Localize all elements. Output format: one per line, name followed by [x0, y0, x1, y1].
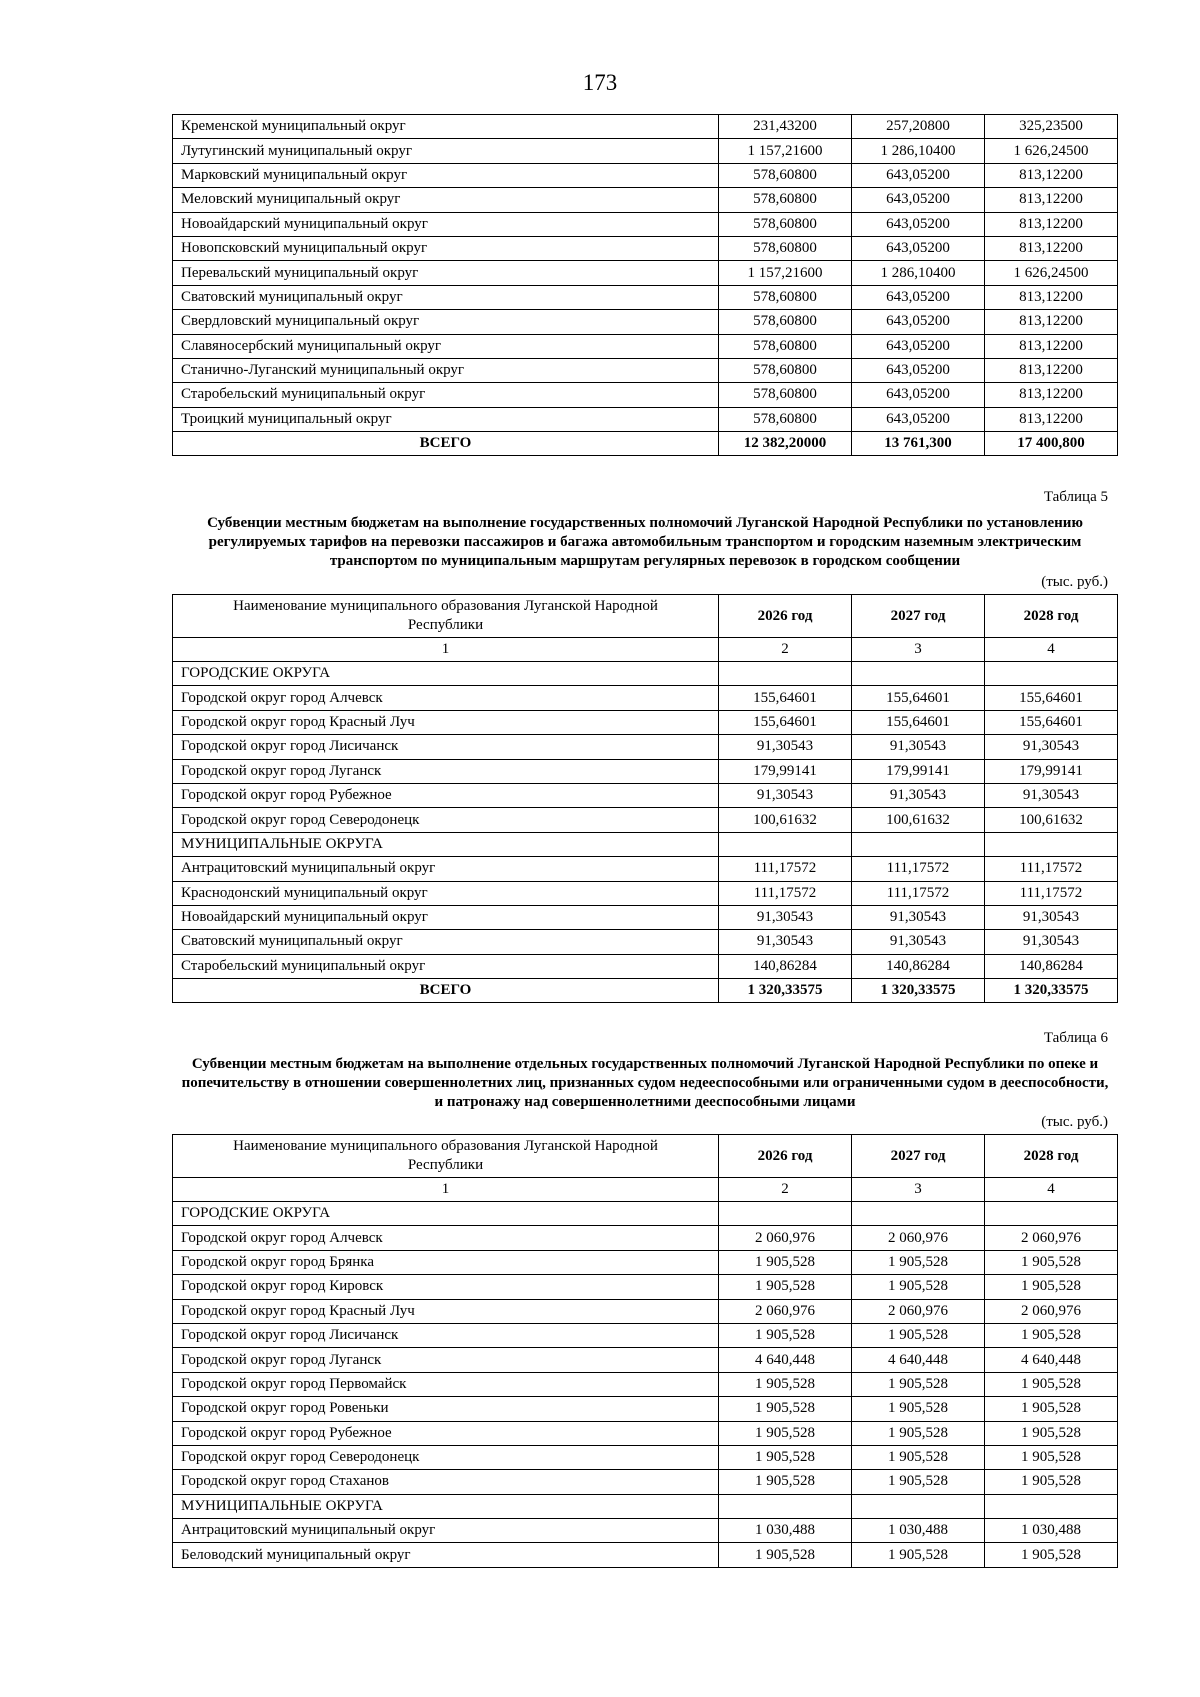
table-5-label: Таблица 5: [1043, 489, 1108, 505]
section-heading: ГОРОДСКИЕ ОКРУГА: [173, 662, 719, 686]
value-2028: 4 640,448: [985, 1348, 1118, 1372]
municipality-name: Новоайдарский муниципальный округ: [173, 212, 719, 236]
value-2026: 578,60800: [719, 383, 852, 407]
value-2027: 1 905,528: [852, 1421, 985, 1445]
value-2026: 578,60800: [719, 407, 852, 431]
header-row: [173, 595, 1118, 638]
table-row: [173, 783, 1118, 807]
table-row: [173, 1299, 1118, 1323]
value-2028: 813,12200: [985, 236, 1118, 260]
value-2028: 111,17572: [985, 857, 1118, 881]
value-2026: 1 905,528: [719, 1372, 852, 1396]
table-4-continuation: [172, 114, 1118, 456]
value-2028: 1 905,528: [985, 1470, 1118, 1494]
table-row: [173, 407, 1118, 431]
value-2026: 578,60800: [719, 163, 852, 187]
municipality-name: Старобельский муниципальный округ: [173, 954, 719, 978]
total-label: ВСЕГО: [173, 432, 719, 456]
table-row: [173, 188, 1118, 212]
value-2026: 91,30543: [719, 905, 852, 929]
table-row: [173, 1250, 1118, 1274]
value-2027: 91,30543: [852, 783, 985, 807]
total-2028: 17 400,800: [985, 432, 1118, 456]
table-row: [173, 1348, 1118, 1372]
section-heading: МУНИЦИПАЛЬНЫЕ ОКРУГА: [173, 1494, 719, 1518]
value-2028: 813,12200: [985, 358, 1118, 382]
municipality-name: Городской округ город Алчевск: [173, 686, 719, 710]
value-2026: 155,64601: [719, 686, 852, 710]
municipality-name: Марковский муниципальный округ: [173, 163, 719, 187]
value-2028: 1 905,528: [985, 1445, 1118, 1469]
value-2028: 155,64601: [985, 686, 1118, 710]
column-number-row: [173, 1178, 1118, 1202]
municipality-name: Сватовский муниципальный округ: [173, 930, 719, 954]
value-2028: 813,12200: [985, 285, 1118, 309]
value-2026: 1 905,528: [719, 1470, 852, 1494]
value-2028: 1 905,528: [985, 1543, 1118, 1567]
municipality-name: Городской округ город Брянка: [173, 1250, 719, 1274]
value-2027: 111,17572: [852, 857, 985, 881]
section-row: [173, 832, 1118, 856]
value-2027: 643,05200: [852, 334, 985, 358]
table-row: [173, 954, 1118, 978]
table-row: [173, 710, 1118, 734]
value-2027: 91,30543: [852, 735, 985, 759]
municipality-name: Новопсковский муниципальный округ: [173, 236, 719, 260]
empty-cell: [852, 832, 985, 856]
value-2027: 1 905,528: [852, 1543, 985, 1567]
table-5: [172, 594, 1118, 1003]
value-2027: 257,20800: [852, 115, 985, 139]
section-heading: ГОРОДСКИЕ ОКРУГА: [173, 1202, 719, 1226]
municipality-name: Городской округ город Рубежное: [173, 1421, 719, 1445]
value-2026: 578,60800: [719, 358, 852, 382]
table-row: [173, 881, 1118, 905]
value-2027: 179,99141: [852, 759, 985, 783]
header-row: [173, 1135, 1118, 1178]
table-row: [173, 285, 1118, 309]
value-2026: 111,17572: [719, 857, 852, 881]
empty-cell: [852, 662, 985, 686]
value-2028: 1 905,528: [985, 1421, 1118, 1445]
value-2028: 140,86284: [985, 954, 1118, 978]
municipality-name: Городской округ город Лисичанск: [173, 735, 719, 759]
value-2027: 643,05200: [852, 212, 985, 236]
table-row: [173, 139, 1118, 163]
total-label: ВСЕГО: [173, 979, 719, 1003]
table-6-label: Таблица 6: [1043, 1030, 1108, 1046]
total-row: [173, 979, 1118, 1003]
value-2027: 155,64601: [852, 710, 985, 734]
value-2027: 643,05200: [852, 188, 985, 212]
table-5-units: (тыс. руб.): [1041, 574, 1108, 590]
table-6-units: (тыс. руб.): [1041, 1114, 1108, 1130]
value-2026: 1 030,488: [719, 1519, 852, 1543]
value-2028: 2 060,976: [985, 1226, 1118, 1250]
table-row: [173, 310, 1118, 334]
value-2028: 325,23500: [985, 115, 1118, 139]
value-2026: 91,30543: [719, 930, 852, 954]
column-number: 1: [173, 638, 719, 662]
value-2026: 1 157,21600: [719, 261, 852, 285]
value-2027: 111,17572: [852, 881, 985, 905]
table-row: [173, 1445, 1118, 1469]
municipality-name: Городской округ город Лисичанск: [173, 1323, 719, 1347]
value-2027: 1 286,10400: [852, 139, 985, 163]
total-2027: 13 761,300: [852, 432, 985, 456]
value-2026: 100,61632: [719, 808, 852, 832]
column-header-name: Наименование муниципального образования Луганской Народной Республики: [173, 1135, 719, 1178]
table-6-title: Субвенции местным бюджетам на выполнение отдельных государственных полномочий Луганской Народной Республики по опеке и попечительству в отношении совершеннолетних лиц, признанных судом недееспособными или ограниченными судом в дееспособности, и патронажу над совершеннолетними дееспособными лицами: [181, 1056, 1109, 1110]
table-row: [173, 686, 1118, 710]
municipality-name: Кременской муниципальный округ: [173, 115, 719, 139]
page-number: 173: [582, 70, 618, 95]
table-row: [173, 735, 1118, 759]
table-row: [173, 905, 1118, 929]
value-2028: 111,17572: [985, 881, 1118, 905]
value-2028: 813,12200: [985, 310, 1118, 334]
table-row: [173, 1275, 1118, 1299]
section-heading: МУНИЦИПАЛЬНЫЕ ОКРУГА: [173, 832, 719, 856]
value-2028: 91,30543: [985, 930, 1118, 954]
municipality-name: Беловодский муниципальный округ: [173, 1543, 719, 1567]
value-2027: 1 905,528: [852, 1445, 985, 1469]
municipality-name: Сватовский муниципальный округ: [173, 285, 719, 309]
section-row: [173, 662, 1118, 686]
column-header-2028: 2028 год: [985, 1135, 1118, 1178]
value-2026: 1 905,528: [719, 1323, 852, 1347]
table-row: [173, 163, 1118, 187]
table-row: [173, 212, 1118, 236]
municipality-name: Городской округ город Алчевск: [173, 1226, 719, 1250]
municipality-name: Городской округ город Красный Луч: [173, 710, 719, 734]
table-6: [172, 1134, 1118, 1568]
column-header-2026: 2026 год: [719, 1135, 852, 1178]
value-2027: 140,86284: [852, 954, 985, 978]
table-row: [173, 334, 1118, 358]
value-2026: 4 640,448: [719, 1348, 852, 1372]
empty-cell: [719, 1494, 852, 1518]
value-2027: 1 905,528: [852, 1470, 985, 1494]
empty-cell: [985, 1202, 1118, 1226]
value-2028: 1 030,488: [985, 1519, 1118, 1543]
value-2027: 1 905,528: [852, 1250, 985, 1274]
table-row: [173, 1421, 1118, 1445]
total-2026: 12 382,20000: [719, 432, 852, 456]
value-2027: 643,05200: [852, 358, 985, 382]
section-row: [173, 1494, 1118, 1518]
column-header-name: Наименование муниципального образования Луганской Народной Республики: [173, 595, 719, 638]
value-2027: 643,05200: [852, 310, 985, 334]
column-number: 1: [173, 1178, 719, 1202]
value-2027: 1 905,528: [852, 1323, 985, 1347]
value-2027: 643,05200: [852, 163, 985, 187]
column-number: 3: [852, 638, 985, 662]
empty-cell: [985, 832, 1118, 856]
value-2028: 1 626,24500: [985, 139, 1118, 163]
section-row: [173, 1202, 1118, 1226]
total-2028: 1 320,33575: [985, 979, 1118, 1003]
value-2026: 1 905,528: [719, 1543, 852, 1567]
value-2027: 100,61632: [852, 808, 985, 832]
total-2026: 1 320,33575: [719, 979, 852, 1003]
value-2028: 100,61632: [985, 808, 1118, 832]
value-2026: 1 905,528: [719, 1250, 852, 1274]
municipality-name: Перевальский муниципальный округ: [173, 261, 719, 285]
empty-cell: [719, 1202, 852, 1226]
municipality-name: Городской округ город Северодонецк: [173, 808, 719, 832]
municipality-name: Городской округ город Первомайск: [173, 1372, 719, 1396]
value-2026: 231,43200: [719, 115, 852, 139]
column-header-2027: 2027 год: [852, 1135, 985, 1178]
value-2026: 1 905,528: [719, 1275, 852, 1299]
table-row: [173, 1470, 1118, 1494]
value-2027: 643,05200: [852, 407, 985, 431]
value-2028: 2 060,976: [985, 1299, 1118, 1323]
value-2028: 1 905,528: [985, 1275, 1118, 1299]
table-row: [173, 1519, 1118, 1543]
table-row: [173, 236, 1118, 260]
value-2027: 643,05200: [852, 236, 985, 260]
table-5-title: Субвенции местным бюджетам на выполнение государственных полномочий Луганской Народной Республики по установлению регулируемых тарифов на перевозки пассажиров и багажа автомобильным транспортом и городским наземным электрическим транспортом по муниципальным маршрутам регулярных перевозок в городском сообщении: [207, 515, 1083, 569]
municipality-name: Городской округ город Луганск: [173, 1348, 719, 1372]
municipality-name: Городской округ город Красный Луч: [173, 1299, 719, 1323]
table-row: [173, 383, 1118, 407]
value-2026: 140,86284: [719, 954, 852, 978]
value-2028: 1 905,528: [985, 1372, 1118, 1396]
column-header-2027: 2027 год: [852, 595, 985, 638]
municipality-name: Городской округ город Стаханов: [173, 1470, 719, 1494]
value-2027: 1 286,10400: [852, 261, 985, 285]
value-2028: 91,30543: [985, 905, 1118, 929]
column-number: 4: [985, 1178, 1118, 1202]
value-2026: 578,60800: [719, 212, 852, 236]
value-2027: 1 905,528: [852, 1372, 985, 1396]
table-row: [173, 759, 1118, 783]
value-2027: 1 905,528: [852, 1397, 985, 1421]
value-2026: 2 060,976: [719, 1226, 852, 1250]
value-2026: 2 060,976: [719, 1299, 852, 1323]
table-row: [173, 115, 1118, 139]
value-2026: 1 905,528: [719, 1421, 852, 1445]
value-2026: 578,60800: [719, 285, 852, 309]
value-2027: 1 905,528: [852, 1275, 985, 1299]
value-2027: 2 060,976: [852, 1226, 985, 1250]
empty-cell: [852, 1494, 985, 1518]
table-row: [173, 1397, 1118, 1421]
value-2028: 155,64601: [985, 710, 1118, 734]
empty-cell: [719, 662, 852, 686]
value-2028: 1 905,528: [985, 1250, 1118, 1274]
column-number-row: [173, 638, 1118, 662]
table-row: [173, 808, 1118, 832]
value-2027: 91,30543: [852, 930, 985, 954]
value-2027: 643,05200: [852, 285, 985, 309]
municipality-name: Станично-Луганский муниципальный округ: [173, 358, 719, 382]
municipality-name: Троицкий муниципальный округ: [173, 407, 719, 431]
table-row: [173, 930, 1118, 954]
value-2028: 813,12200: [985, 212, 1118, 236]
value-2026: 578,60800: [719, 236, 852, 260]
table-row: [173, 358, 1118, 382]
municipality-name: Свердловский муниципальный округ: [173, 310, 719, 334]
value-2028: 179,99141: [985, 759, 1118, 783]
value-2027: 643,05200: [852, 383, 985, 407]
municipality-name: Антрацитовский муниципальный округ: [173, 1519, 719, 1543]
value-2026: 1 905,528: [719, 1397, 852, 1421]
value-2028: 813,12200: [985, 383, 1118, 407]
empty-cell: [985, 1494, 1118, 1518]
municipality-name: Лутугинский муниципальный округ: [173, 139, 719, 163]
value-2027: 2 060,976: [852, 1299, 985, 1323]
municipality-name: Новоайдарский муниципальный округ: [173, 905, 719, 929]
value-2026: 1 905,528: [719, 1445, 852, 1469]
municipality-name: Антрацитовский муниципальный округ: [173, 857, 719, 881]
total-row: [173, 432, 1118, 456]
column-number: 4: [985, 638, 1118, 662]
empty-cell: [852, 1202, 985, 1226]
value-2027: 4 640,448: [852, 1348, 985, 1372]
municipality-name: Городской округ город Кировск: [173, 1275, 719, 1299]
value-2026: 578,60800: [719, 188, 852, 212]
table-row: [173, 857, 1118, 881]
column-header-2028: 2028 год: [985, 595, 1118, 638]
value-2028: 813,12200: [985, 407, 1118, 431]
value-2026: 91,30543: [719, 735, 852, 759]
column-number: 3: [852, 1178, 985, 1202]
value-2028: 91,30543: [985, 783, 1118, 807]
empty-cell: [985, 662, 1118, 686]
total-2027: 1 320,33575: [852, 979, 985, 1003]
value-2028: 813,12200: [985, 334, 1118, 358]
value-2026: 179,99141: [719, 759, 852, 783]
municipality-name: Славяносербский муниципальный округ: [173, 334, 719, 358]
value-2026: 578,60800: [719, 310, 852, 334]
municipality-name: Городской округ город Рубежное: [173, 783, 719, 807]
value-2026: 578,60800: [719, 334, 852, 358]
municipality-name: Городской округ город Ровеньки: [173, 1397, 719, 1421]
value-2027: 1 030,488: [852, 1519, 985, 1543]
value-2028: 813,12200: [985, 188, 1118, 212]
value-2026: 1 157,21600: [719, 139, 852, 163]
column-header-2026: 2026 год: [719, 595, 852, 638]
column-number: 2: [719, 1178, 852, 1202]
value-2028: 1 905,528: [985, 1397, 1118, 1421]
value-2026: 91,30543: [719, 783, 852, 807]
municipality-name: Краснодонский муниципальный округ: [173, 881, 719, 905]
value-2028: 1 905,528: [985, 1323, 1118, 1347]
table-row: [173, 1372, 1118, 1396]
value-2026: 111,17572: [719, 881, 852, 905]
municipality-name: Старобельский муниципальный округ: [173, 383, 719, 407]
value-2028: 91,30543: [985, 735, 1118, 759]
table-row: [173, 1323, 1118, 1347]
table-row: [173, 261, 1118, 285]
value-2028: 813,12200: [985, 163, 1118, 187]
value-2028: 1 626,24500: [985, 261, 1118, 285]
table-row: [173, 1543, 1118, 1567]
municipality-name: Меловский муниципальный округ: [173, 188, 719, 212]
value-2026: 155,64601: [719, 710, 852, 734]
municipality-name: Городской округ город Луганск: [173, 759, 719, 783]
municipality-name: Городской округ город Северодонецк: [173, 1445, 719, 1469]
value-2027: 91,30543: [852, 905, 985, 929]
table-row: [173, 1226, 1118, 1250]
empty-cell: [719, 832, 852, 856]
column-number: 2: [719, 638, 852, 662]
value-2027: 155,64601: [852, 686, 985, 710]
